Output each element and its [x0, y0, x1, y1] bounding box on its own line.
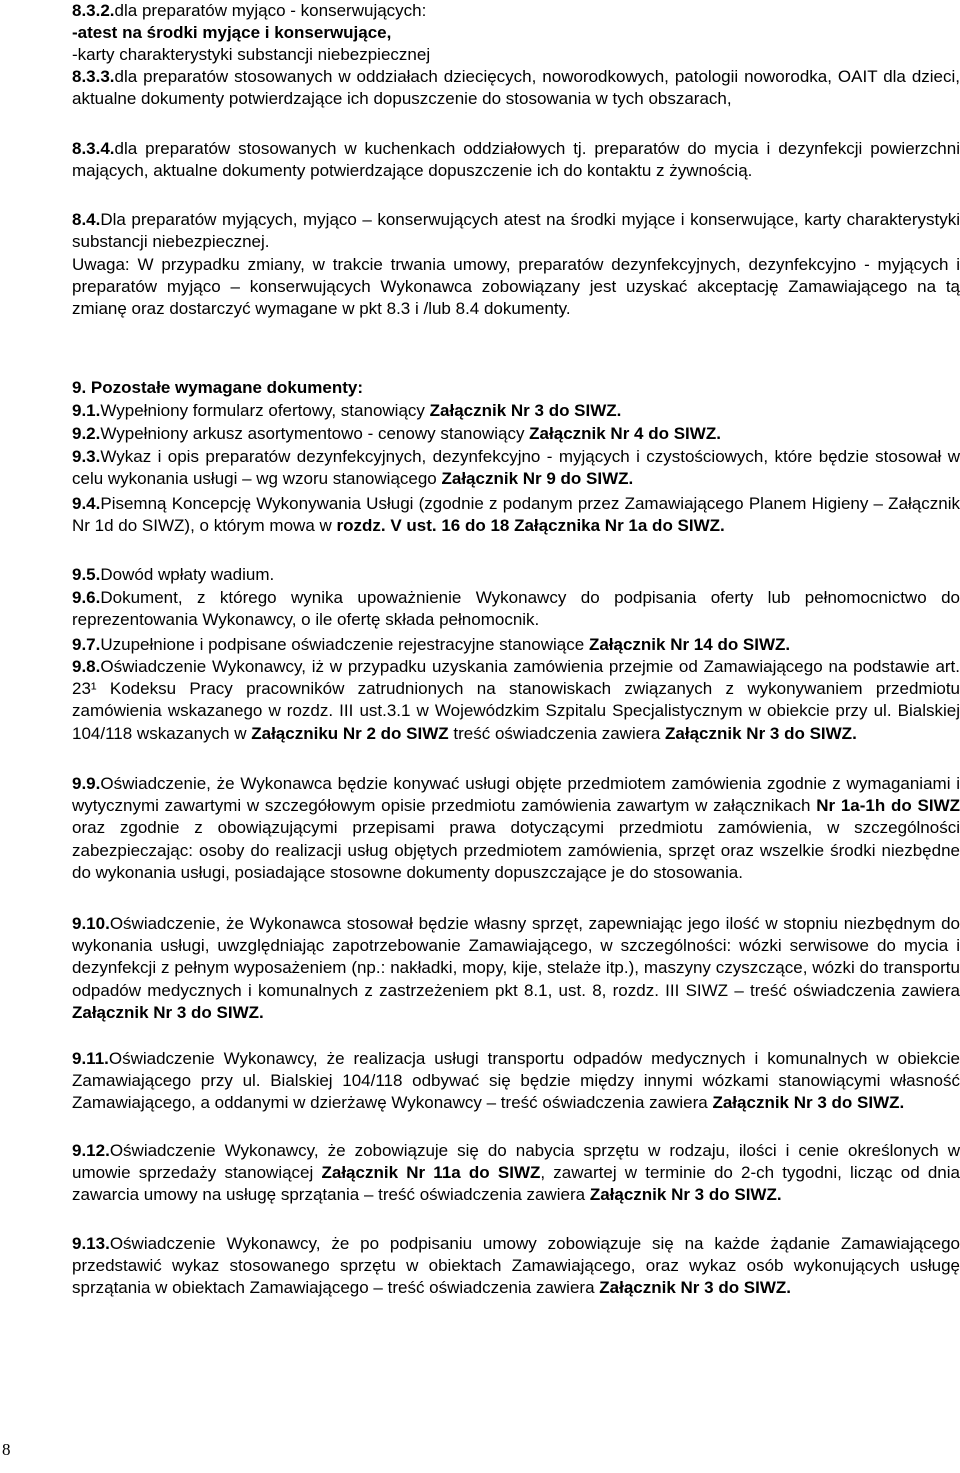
item-reference: rozdz. V ust. 16 do 18 Załącznika Nr 1a do SIWZ.	[336, 516, 725, 536]
item-text: Dowód wpłaty wadium.	[100, 565, 275, 584]
item-number: 9.1.	[72, 401, 101, 420]
item-text: Oświadczenie Wykonawcy, iż w przypadku uzyskania zamówienia przejmie od Zamawiającego na podstawie art. 23¹ Kodeksu Pracy pracowników zatrudnionych na stanowiskach związanych z wykonywaniem przedmiotu zamówienia wskazanego w rozdz. III ust.3.1 w Wojewódzkim Szpitalu Specjalistycznym w obiekcie przy ul. Bialskiej 104/118 wskazanych w	[72, 657, 960, 743]
item-reference: Załącznik Nr 3 do SIWZ.	[429, 401, 622, 420]
note-uwaga	[72, 254, 960, 321]
item-8-3-2-line-a	[72, 22, 960, 44]
item-reference: Załącznik Nr 3 do SIWZ.	[712, 1093, 905, 1113]
item-9-4	[72, 493, 960, 537]
item-text: Oświadczenie Wykonawcy, że po podpisaniu umowy zobowiązuje się na każde żądanie Zamawiającego przedstawić wykaz stosowanego sprzętu w obiektach Zamawiającego, oraz wykaz osób wykonujących usługę sprzątania w obiektach Zamawiającego – treść oświadczenia zawiera	[72, 1234, 960, 1298]
item-number: 9.7.	[72, 635, 101, 654]
item-9-8	[72, 656, 960, 745]
item-9-5	[72, 564, 960, 586]
item-text: Dokument, z którego wynika upoważnienie Wykonawcy do podpisania oferty lub pełnomocnictwo do reprezentowania Wykonawcy, o ile ofertę składa pełnomocnik.	[72, 588, 960, 630]
item-9-1	[72, 400, 960, 422]
item-text: Pisemną Koncepcję Wykonywania Usługi (zgodnie z podanym przez Zamawiającego Planem Higieny – Załącznik Nr 1d do SIWZ), o którym mowa w	[72, 494, 960, 536]
item-number: 9.10.	[72, 914, 110, 933]
item-8-3-2	[72, 0, 960, 22]
note-text: Uwaga: W przypadku zmiany, w trakcie trwania umowy, preparatów dezynfekcyjnych, dezynfekcyjno - myjących i preparatów myjąco – konserwujących Wykonawca zobowiązany jest uzyskać akceptację Zamawiającego na tą zmianę oraz dostarczyć wymagane w pkt 8.3 i /lub 8.4 dokumenty.	[72, 255, 960, 319]
item-number: 8.4.	[72, 210, 101, 229]
item-reference: Załącznik Nr 9 do SIWZ.	[441, 469, 634, 489]
item-9-12	[72, 1140, 960, 1207]
item-text: Wypełniony formularz ofertowy, stanowiący	[100, 401, 430, 420]
item-8-4	[72, 209, 960, 253]
item-8-3-4	[72, 138, 960, 182]
item-number: 9.4.	[72, 494, 101, 513]
item-number: 9.8.	[72, 657, 101, 676]
item-9-11	[72, 1048, 960, 1115]
item-text: treść oświadczenia zawiera	[448, 723, 666, 743]
item-number: 9.9.	[72, 774, 101, 793]
item-number: 9.6.	[72, 588, 101, 607]
item-text: dla preparatów stosowanych w kuchenkach oddziałowych tj. preparatów do mycia i dezynfekcji powierzchni mających, aktualne dokumenty potwierdzające dopuszczenie ich do kontaktu z żywnością.	[72, 139, 960, 181]
item-text: Oświadczenie Wykonawcy, że zobowiązuje się do nabycia sprzętu w rodzaju, ilości i cenie określonych w umowie sprzedaży stanowiącej	[72, 1141, 960, 1183]
item-8-3-2-line-b	[72, 44, 960, 66]
item-number: 8.3.3.	[72, 67, 115, 86]
item-number: 9.11.	[72, 1049, 109, 1068]
item-8-3-3	[72, 66, 960, 110]
item-text: Uzupełnione i podpisane oświadczenie rejestracyjne stanowiące	[100, 635, 589, 654]
item-text: -karty charakterystyki substancji niebezpiecznej	[72, 45, 431, 64]
item-number: 9.12.	[72, 1141, 110, 1160]
item-reference: Załącznik Nr 11a do SIWZ	[321, 1163, 541, 1183]
item-reference: Załącznik Nr 3 do SIWZ.	[589, 1185, 782, 1205]
page-number: 8	[2, 1440, 11, 1459]
section-title: Pozostałe wymagane dokumenty:	[90, 378, 363, 397]
item-text: dla preparatów stosowanych w oddziałach dziecięcych, noworodkowych, patologii noworodka, OAIT dla dzieci, aktualne dokumenty potwierdzające ich dopuszczenie do stosowania w tych obszarach,	[72, 67, 960, 109]
item-reference: Załącznik Nr 3 do SIWZ.	[599, 1278, 792, 1298]
item-9-13	[72, 1233, 960, 1300]
item-text: Wykaz i opis preparatów dezynfekcyjnych, dezynfekcyjno - myjących i czystościowych, które będzie stosował w celu wykonania usługi – wg wzoru stanowiącego	[72, 447, 960, 489]
item-9-9	[72, 773, 960, 884]
item-reference: Załączniku Nr 2 do SIWZ	[251, 723, 449, 743]
item-9-2	[72, 423, 960, 445]
item-text: oraz zgodnie z obowiązującymi przepisami prawa dotyczącymi przedmiotu zamówienia, w szczególności zabezpieczając: osoby do realizacji usług objętych przedmiotem zamówienia, sprzęt oraz wszelkie środki niezbędne do wykonania usługi, posiadające stosowne dokumenty dopuszczające je do stosowania.	[72, 818, 960, 882]
item-reference: Nr 1a-1h do SIWZ	[816, 796, 960, 816]
item-9-10	[72, 913, 960, 1024]
item-reference: Załącznik Nr 3 do SIWZ.	[72, 1002, 264, 1022]
item-text: Dla preparatów myjących, myjąco – konserwujących atest na środki myjące i konserwujące, karty charakterystyki substancji niebezpiecznej.	[72, 210, 960, 252]
section-number: 9.	[72, 378, 87, 397]
item-9-6	[72, 587, 960, 631]
item-number: 9.3.	[72, 447, 101, 466]
item-reference: Załącznik Nr 4 do SIWZ.	[529, 424, 721, 443]
item-text: -atest na środki myjące i konserwujące,	[72, 23, 392, 42]
item-text: dla preparatów myjąco - konserwujących:	[114, 1, 427, 20]
item-text: Oświadczenie, że Wykonawca będzie konywać usługi objęte przedmiotem zamówienia zgodnie z wymaganiami i wytycznymi zawartymi w szczegółowym opisie przedmiotu zamówienia zawartym w załącznikach	[72, 774, 960, 816]
item-reference: Załącznik Nr 14 do SIWZ.	[588, 635, 791, 654]
item-text: Oświadczenie Wykonawcy, że realizacja usługi transportu odpadów medycznych i komunalnych w obiekcie Zamawiającego przy ul. Bialskiej 104/118 odbywać się będzie między innymi wózkami stanowiącymi własność Zamawiającego, a oddanymi w dzierżawę Wykonawcy – treść oświadczenia zawiera	[72, 1049, 960, 1113]
section-9-heading	[72, 377, 960, 399]
item-number: 8.3.2.	[72, 1, 115, 20]
item-text: Oświadczenie, że Wykonawca stosował będzie własny sprzęt, zapewniając jego ilość w stopniu niezbędnym do wykonania usługi, uwzględniając zapotrzebowanie Zamawiającego, w szczególności: wózki serwisowe do mycia i dezynfekcji z pełnym wyposażeniem (np.: nakładki, mopy, kije, stelaże itp.), maszyny czyszczące, wózki do transportu odpadów medycznych i komunalnych z zastrzeżeniem pkt 8.1, ust. 8, rozdz. III SIWZ – treść oświadczenia zawiera	[72, 914, 960, 1000]
item-9-3	[72, 446, 960, 490]
item-number: 9.5.	[72, 565, 101, 584]
item-reference: Załącznik Nr 3 do SIWZ.	[665, 723, 857, 743]
item-9-7	[72, 634, 960, 656]
item-text: , zawartej w terminie do 2-ch tygodni, licząc od dnia zawarcia umowy na usługę sprzątania – treść oświadczenia zawiera	[72, 1163, 960, 1205]
item-number: 9.2.	[72, 424, 101, 443]
item-number: 8.3.4.	[72, 139, 115, 158]
item-number: 9.13.	[72, 1234, 110, 1253]
item-text: Wypełniony arkusz asortymentowo - cenowy stanowiący	[100, 424, 530, 443]
